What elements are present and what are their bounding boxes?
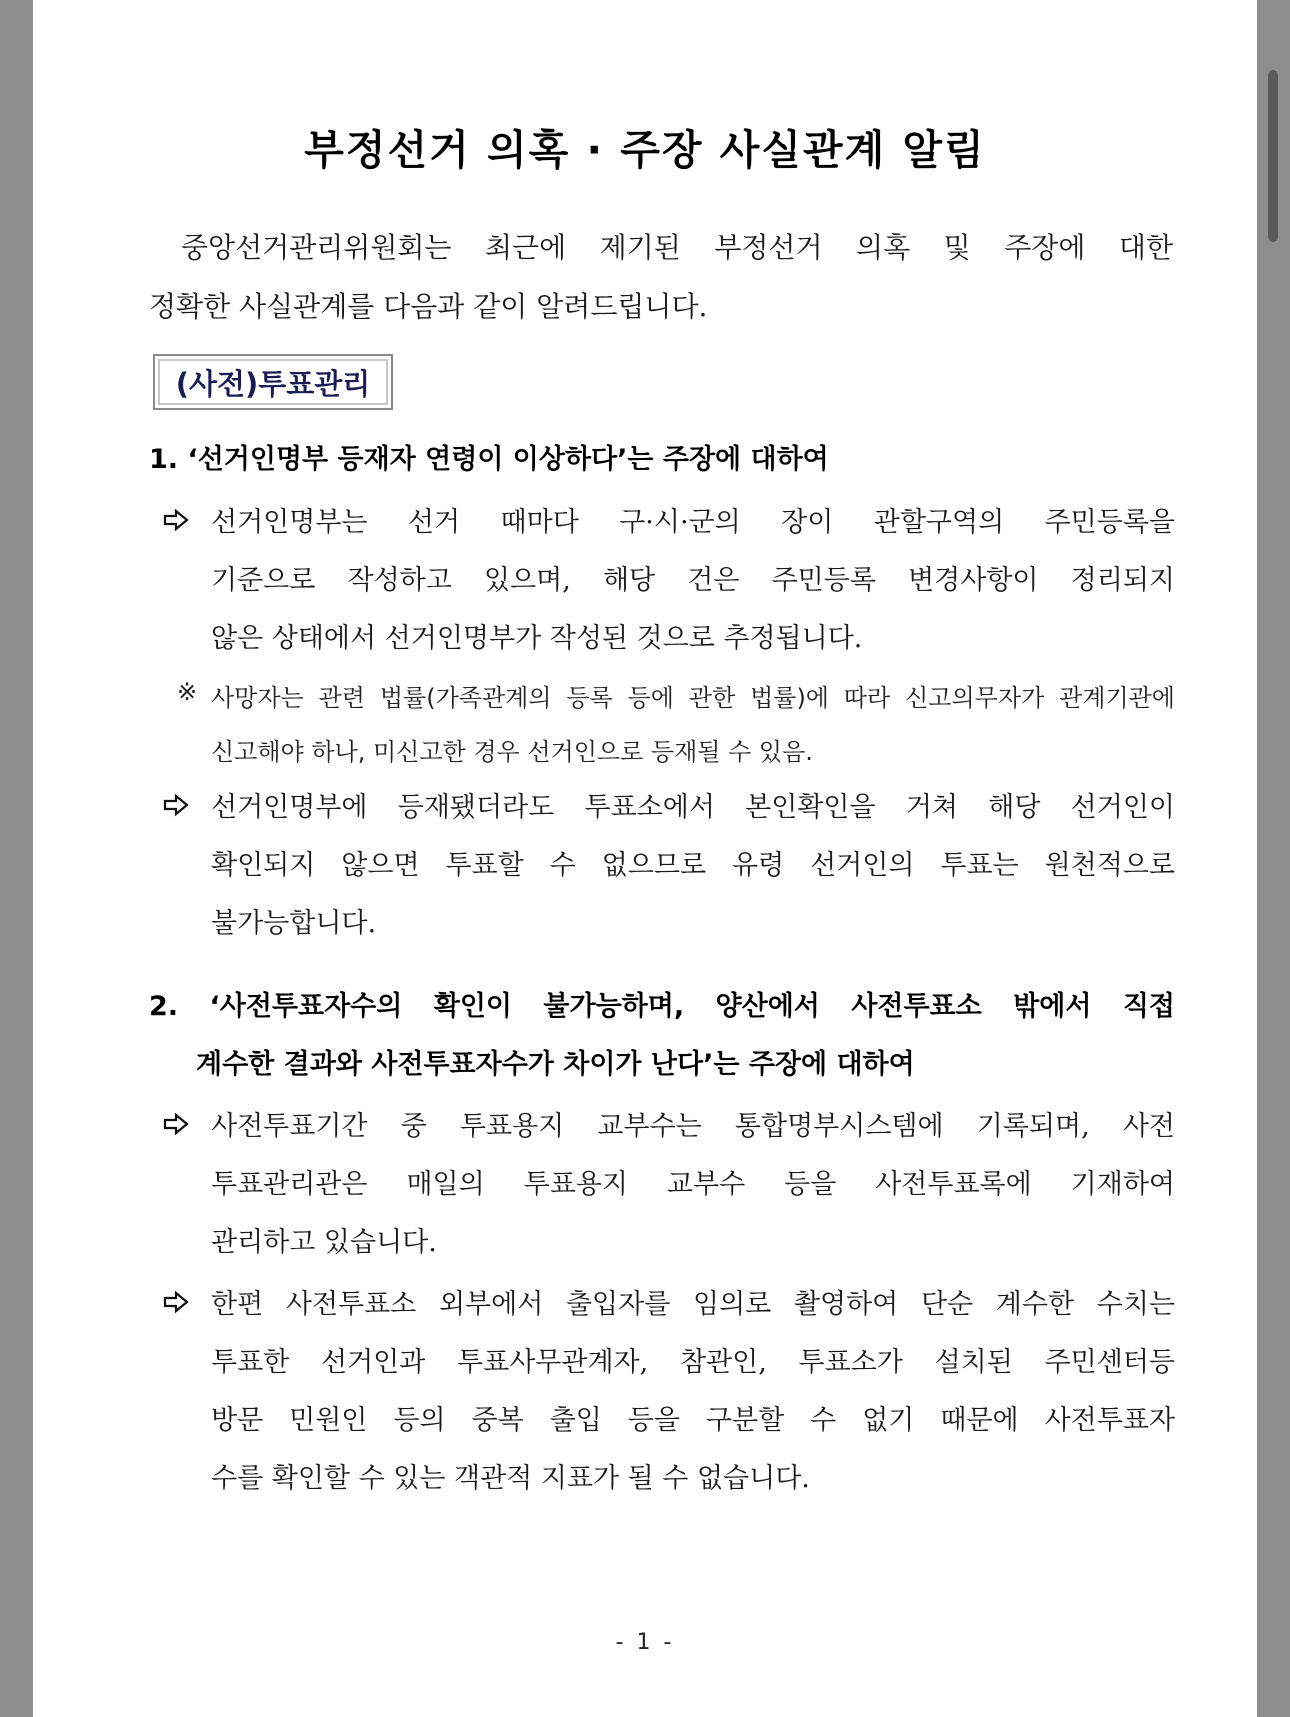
item2-point2-line-1: 한편 사전투표소 외부에서 출입자를 임의로 촬영하여 단순 계수한 수치는	[211, 1289, 1175, 1320]
hollow-right-arrow-icon	[163, 1112, 189, 1136]
item1-point1-line-2: 기준으로 작성하고 있으며, 해당 건은 주민등록 변경사항이 정리되지	[211, 565, 1175, 596]
page-number: - 1 -	[615, 1630, 675, 1655]
item1-note-line-2: 신고해야 하나, 미신고한 경우 선거인으로 등재될 수 있음.	[211, 738, 813, 766]
item1-point1-line-3: 않은 상태에서 선거인명부가 작성된 것으로 추정됩니다.	[211, 623, 863, 654]
vertical-scrollbar-thumb[interactable]	[1268, 70, 1278, 242]
item1-point1-line-1: 선거인명부는 선거 때마다 구·시·군의 장이 관할구역의 주민등록을	[211, 507, 1175, 538]
item2-point2-line-4: 수를 확인할 수 있는 객관적 지표가 될 수 없습니다.	[211, 1463, 810, 1494]
hollow-right-arrow-icon	[163, 508, 189, 532]
section-label: (사전)투표관리	[175, 366, 371, 401]
note-mark: ※	[177, 678, 198, 706]
item1-point2-line-3: 불가능합니다.	[211, 908, 377, 939]
item2-point2-line-2: 투표한 선거인과 투표사무관계자, 참관인, 투표소가 설치된 주민센터등	[211, 1347, 1175, 1378]
item2-point2-line-3: 방문 민원인 등의 중복 출입 등을 구분할 수 없기 때문에 사전투표자	[211, 1405, 1175, 1436]
document-title: 부정선거 의혹 · 주장 사실관계 알림	[304, 126, 986, 174]
hollow-right-arrow-icon	[163, 793, 189, 817]
item2-point1-line-3: 관리하고 있습니다.	[211, 1227, 437, 1258]
item2-point1-line-1: 사전투표기간 중 투표용지 교부수는 통합명부시스템에 기록되며, 사전	[211, 1111, 1175, 1142]
intro-line-2: 정확한 사실관계를 다음과 같이 알려드립니다.	[149, 290, 708, 323]
item2-point1-line-2: 투표관리관은 매일의 투표용지 교부수 등을 사전투표록에 기재하여	[211, 1169, 1175, 1200]
item1-point2-line-1: 선거인명부에 등재됐더라도 투표소에서 본인확인을 거쳐 해당 선거인이	[211, 792, 1175, 823]
item1-heading: 1. ‘선거인명부 등재자 연령이 이상하다’는 주장에 대하여	[149, 444, 829, 475]
item2-heading-line-2: 계수한 결과와 사전투표자수가 차이가 난다’는 주장에 대하여	[196, 1049, 915, 1080]
hollow-right-arrow-icon	[163, 1290, 189, 1314]
item2-heading-line-1: 2. ‘사전투표자수의 확인이 불가능하며, 양산에서 사전투표소 밖에서 직접	[149, 991, 1175, 1022]
document-page	[33, 0, 1257, 1717]
section-label-box	[153, 354, 393, 410]
item1-note-line-1: 사망자는 관련 법률(가족관계의 등록 등에 관한 법률)에 따라 신고의무자가 관계기관에	[211, 684, 1175, 712]
intro-line-1: 중앙선거관리위원회는 최근에 제기된 부정선거 의혹 및 주장에 대한	[181, 231, 1173, 264]
item1-point2-line-2: 확인되지 않으면 투표할 수 없으므로 유령 선거인의 투표는 원천적으로	[211, 850, 1175, 881]
